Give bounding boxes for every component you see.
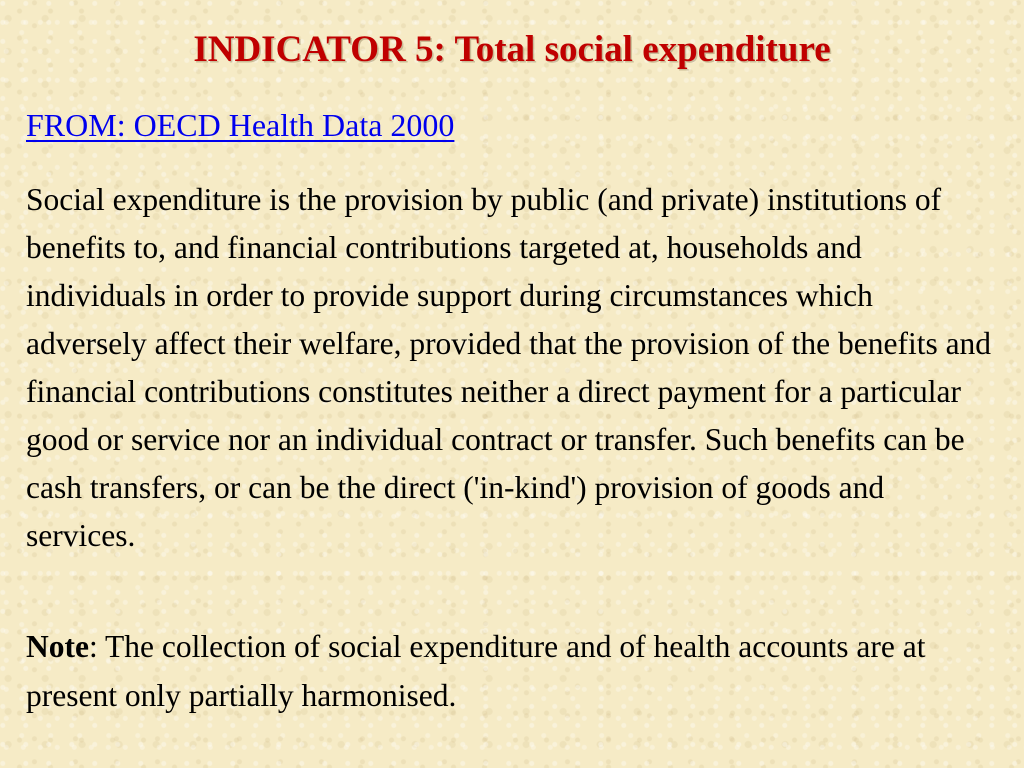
note-label: Note [26,629,89,664]
note-text: : The collection of social expenditure and of health accounts are at present only partially harmonised. [26,629,926,713]
slide-title: INDICATOR 5: Total social expenditure [193,29,831,70]
definition-paragraph: Social expenditure is the provision by public (and private) institutions of benefits to, and financial contributions targeted at, households and individuals in order to provide support during circumstances which adversely affect their welfare, provided that the provision of the benefits and financial contributions constitutes neither a direct payment for a particular good or service nor an individual contract or transfer. Such benefits can be cash transfers, or can be the direct ('in-kind') provision of goods and services. [26,182,992,553]
source-link[interactable]: FROM: OECD Health Data 2000 [26,107,455,143]
note-paragraph [26,622,1001,720]
